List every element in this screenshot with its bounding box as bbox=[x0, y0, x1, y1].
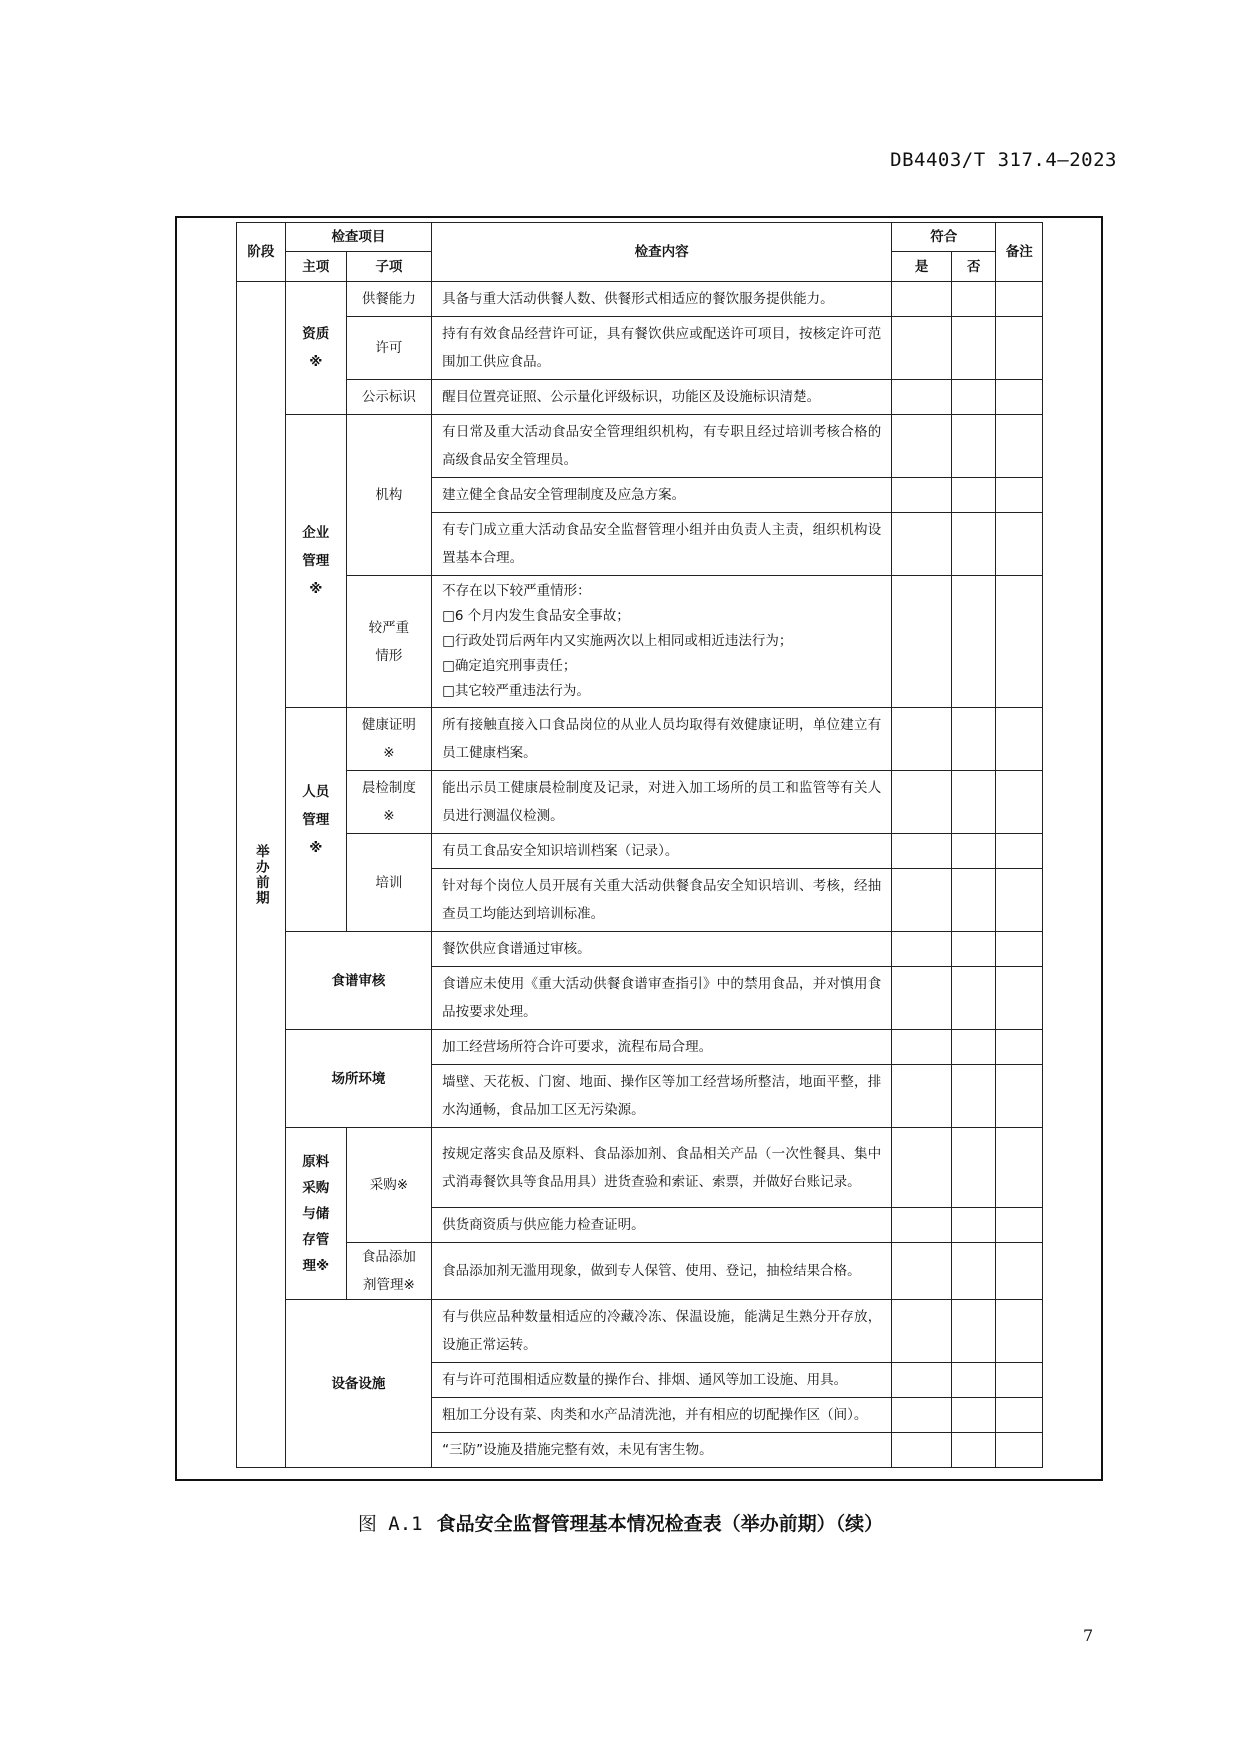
document-code: DB4403/T 317.4—2023 bbox=[890, 149, 1117, 171]
header-yes: 是 bbox=[892, 252, 952, 282]
yes-cell[interactable] bbox=[892, 1065, 952, 1128]
yes-cell[interactable] bbox=[892, 1243, 952, 1300]
content-row: 供货商资质与供应能力检查证明。 bbox=[432, 1208, 892, 1243]
no-cell[interactable] bbox=[952, 1208, 996, 1243]
no-cell[interactable] bbox=[952, 380, 996, 415]
remark-cell[interactable] bbox=[996, 869, 1043, 932]
main-item-material-management: 原料 采购 与储 存管 理※ bbox=[285, 1128, 346, 1300]
header-no: 否 bbox=[952, 252, 996, 282]
content-row: 建立健全食品安全管理制度及应急方案。 bbox=[432, 478, 892, 513]
yes-cell[interactable] bbox=[892, 708, 952, 771]
content-row: 粗加工分设有菜、肉类和水产品清洗池，并有相应的切配操作区（间）。 bbox=[432, 1398, 892, 1433]
content-row: 针对每个岗位人员开展有关重大活动供餐食品安全知识培训、考核，经抽查员工均能达到培训标准。 bbox=[432, 869, 892, 932]
sub-item-serious-cases: 较严重 情形 bbox=[346, 576, 431, 708]
remark-cell[interactable] bbox=[996, 1208, 1043, 1243]
remark-cell[interactable] bbox=[996, 380, 1043, 415]
no-cell[interactable] bbox=[952, 317, 996, 380]
no-cell[interactable] bbox=[952, 834, 996, 869]
content-row: “三防”设施及措施完整有效，未见有害生物。 bbox=[432, 1433, 892, 1468]
yes-cell[interactable] bbox=[892, 869, 952, 932]
remark-cell[interactable] bbox=[996, 1030, 1043, 1065]
no-cell[interactable] bbox=[952, 1128, 996, 1208]
figure-caption bbox=[0, 1509, 1241, 1536]
main-item-staff-management: 人员 管理 ※ bbox=[285, 708, 346, 932]
no-cell[interactable] bbox=[952, 415, 996, 478]
figure-label: 图 A.1 bbox=[357, 1513, 423, 1535]
no-cell[interactable] bbox=[952, 1363, 996, 1398]
sub-item-supply: 供餐能力 bbox=[346, 282, 431, 317]
yes-cell[interactable] bbox=[892, 1363, 952, 1398]
sub-item-license: 许可 bbox=[346, 317, 431, 380]
content-row: 餐饮供应食谱通过审核。 bbox=[432, 932, 892, 967]
remark-cell[interactable] bbox=[996, 1363, 1043, 1398]
sub-item-morning-check: 晨检制度 ※ bbox=[346, 771, 431, 834]
content-row: 食品添加剂无滥用现象，做到专人保管、使用、登记，抽检结果合格。 bbox=[432, 1243, 892, 1300]
content-row: 所有接触直接入口食品岗位的从业人员均取得有效健康证明，单位建立有员工健康档案。 bbox=[432, 708, 892, 771]
content-row: 有与供应品种数量相适应的冷藏冷冻、保温设施，能满足生熟分开存放，设施正常运转。 bbox=[432, 1300, 892, 1363]
content-row: 加工经营场所符合许可要求，流程布局合理。 bbox=[432, 1030, 892, 1065]
yes-cell[interactable] bbox=[892, 282, 952, 317]
yes-cell[interactable] bbox=[892, 1300, 952, 1363]
remark-cell[interactable] bbox=[996, 967, 1043, 1030]
remark-cell[interactable] bbox=[996, 708, 1043, 771]
no-cell[interactable] bbox=[952, 932, 996, 967]
page-number: 7 bbox=[1083, 1626, 1094, 1645]
remark-cell[interactable] bbox=[996, 576, 1043, 708]
remark-cell[interactable] bbox=[996, 1300, 1043, 1363]
sub-item-health-certificate: 健康证明 ※ bbox=[346, 708, 431, 771]
sub-item-additive: 食品添加 剂管理※ bbox=[346, 1243, 431, 1300]
remark-cell[interactable] bbox=[996, 1128, 1043, 1208]
content-row: 不存在以下较严重情形： □6 个月内发生食品安全事故； □行政处罚后两年内又实施两次以上相同或相近违法行为； □确定追究刑事责任； □其它较严重违法行为。 bbox=[432, 576, 892, 708]
no-cell[interactable] bbox=[952, 1065, 996, 1128]
content-row: 有员工食品安全知识培训档案（记录）。 bbox=[432, 834, 892, 869]
no-cell[interactable] bbox=[952, 967, 996, 1030]
no-cell[interactable] bbox=[952, 1243, 996, 1300]
no-cell[interactable] bbox=[952, 282, 996, 317]
main-item-qualification: 资质 ※ bbox=[285, 282, 346, 415]
header-sub-item: 子项 bbox=[346, 252, 431, 282]
content-row: 能出示员工健康晨检制度及记录，对进入加工场所的员工和监管等有关人员进行测温仪检测。 bbox=[432, 771, 892, 834]
content-row: 按规定落实食品及原料、食品添加剂、食品相关产品（一次性餐具、集中式消毒餐饮具等食品用具）进货查验和索证、索票，并做好台账记录。 bbox=[432, 1128, 892, 1208]
remark-cell[interactable] bbox=[996, 1398, 1043, 1433]
main-item-enterprise-management: 企业 管理 ※ bbox=[285, 415, 346, 708]
yes-cell[interactable] bbox=[892, 1398, 952, 1433]
yes-cell[interactable] bbox=[892, 834, 952, 869]
header-conform: 符合 bbox=[892, 223, 996, 252]
yes-cell[interactable] bbox=[892, 576, 952, 708]
no-cell[interactable] bbox=[952, 1398, 996, 1433]
content-row: 食谱应未使用《重大活动供餐食谱审查指引》中的禁用食品，并对慎用食品按要求处理。 bbox=[432, 967, 892, 1030]
main-item-menu-review: 食谱审核 bbox=[285, 932, 431, 1030]
remark-cell[interactable] bbox=[996, 282, 1043, 317]
figure-title: 食品安全监督管理基本情况检查表（举办前期）（续） bbox=[436, 1513, 884, 1535]
yes-cell[interactable] bbox=[892, 967, 952, 1030]
header-main-item: 主项 bbox=[285, 252, 346, 282]
no-cell[interactable] bbox=[952, 478, 996, 513]
sub-item-training: 培训 bbox=[346, 834, 431, 932]
yes-cell[interactable] bbox=[892, 1433, 952, 1468]
no-cell[interactable] bbox=[952, 576, 996, 708]
no-cell[interactable] bbox=[952, 771, 996, 834]
no-cell[interactable] bbox=[952, 1030, 996, 1065]
main-item-equipment: 设备设施 bbox=[285, 1300, 431, 1468]
yes-cell[interactable] bbox=[892, 415, 952, 478]
yes-cell[interactable] bbox=[892, 1030, 952, 1065]
header-content: 检查内容 bbox=[432, 223, 892, 282]
content-row: 有专门成立重大活动食品安全监督管理小组并由负责人主责，组织机构设置基本合理。 bbox=[432, 513, 892, 576]
yes-cell[interactable] bbox=[892, 932, 952, 967]
content-row: 有与许可范围相适应数量的操作台、排烟、通风等加工设施、用具。 bbox=[432, 1363, 892, 1398]
content-row: 持有有效食品经营许可证，具有餐饮供应或配送许可项目，按核定许可范围加工供应食品。 bbox=[432, 317, 892, 380]
yes-cell[interactable] bbox=[892, 1208, 952, 1243]
remark-cell[interactable] bbox=[996, 513, 1043, 576]
yes-cell[interactable] bbox=[892, 513, 952, 576]
remark-cell[interactable] bbox=[996, 834, 1043, 869]
content-row: 有日常及重大活动食品安全管理组织机构，有专职且经过培训考核合格的高级食品安全管理员。 bbox=[432, 415, 892, 478]
yes-cell[interactable] bbox=[892, 317, 952, 380]
no-cell[interactable] bbox=[952, 708, 996, 771]
sub-item-purchase: 采购※ bbox=[346, 1128, 431, 1243]
content-row: 墙壁、天花板、门窗、地面、操作区等加工经营场所整洁，地面平整，排水沟通畅，食品加工区无污染源。 bbox=[432, 1065, 892, 1128]
content-row: 具备与重大活动供餐人数、供餐形式相适应的餐饮服务提供能力。 bbox=[432, 282, 892, 317]
yes-cell[interactable] bbox=[892, 380, 952, 415]
remark-cell[interactable] bbox=[996, 1243, 1043, 1300]
main-item-premises-environment: 场所环境 bbox=[285, 1030, 431, 1128]
header-check-item: 检查项目 bbox=[285, 223, 431, 252]
sub-item-notice: 公示标识 bbox=[346, 380, 431, 415]
remark-cell[interactable] bbox=[996, 415, 1043, 478]
remark-cell[interactable] bbox=[996, 1433, 1043, 1468]
remark-cell[interactable] bbox=[996, 478, 1043, 513]
yes-cell[interactable] bbox=[892, 1128, 952, 1208]
remark-cell[interactable] bbox=[996, 932, 1043, 967]
no-cell[interactable] bbox=[952, 1300, 996, 1363]
remark-cell[interactable] bbox=[996, 1065, 1043, 1128]
no-cell[interactable] bbox=[952, 513, 996, 576]
yes-cell[interactable] bbox=[892, 771, 952, 834]
header-stage: 阶段 bbox=[237, 223, 286, 282]
yes-cell[interactable] bbox=[892, 478, 952, 513]
sub-item-organization: 机构 bbox=[346, 415, 431, 576]
stage-cell: 举办前期 bbox=[237, 282, 286, 1468]
content-row: 醒目位置亮证照、公示量化评级标识，功能区及设施标识清楚。 bbox=[432, 380, 892, 415]
header-remark: 备注 bbox=[996, 223, 1043, 282]
inspection-table bbox=[236, 222, 1043, 1468]
remark-cell[interactable] bbox=[996, 317, 1043, 380]
no-cell[interactable] bbox=[952, 869, 996, 932]
remark-cell[interactable] bbox=[996, 771, 1043, 834]
no-cell[interactable] bbox=[952, 1433, 996, 1468]
